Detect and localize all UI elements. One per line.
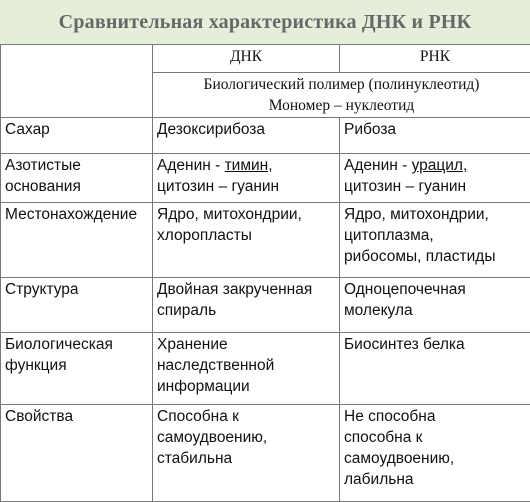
cell-line (344, 155, 526, 176)
cell-line: самоудвоению, (344, 448, 526, 469)
common-line: Биологический полимер (полинуклеотид) (157, 74, 526, 95)
cell-line: наследственной (157, 355, 335, 376)
rna-location-cell (340, 203, 530, 278)
cell-line: цитоплазма, (344, 225, 526, 246)
table-row (1, 333, 530, 405)
row-label-line: Структура (5, 279, 148, 300)
row-label-line: основания (5, 176, 148, 197)
cell-line: информации (157, 376, 335, 397)
cell-line: молекула (344, 300, 526, 321)
dna-bases-cell (153, 154, 340, 203)
row-label-structure (1, 278, 153, 333)
cell-line: цитозин – гуанин (344, 176, 526, 197)
row-label-line: Азотистые (5, 155, 148, 176)
row-label-line: Местонахождение (5, 204, 148, 225)
cell-line: самоудвоению, (157, 427, 335, 448)
table-row (1, 405, 530, 502)
rna-properties-cell (340, 405, 530, 502)
row-label-function (1, 333, 153, 405)
column-header-rna: РНК (340, 45, 530, 73)
row-label-line: Сахар (5, 119, 148, 140)
rna-sugar-cell (340, 118, 530, 154)
rna-function-cell (340, 333, 530, 405)
cell-line: Рибоза (344, 119, 526, 140)
cell-line: лабильна (344, 469, 526, 490)
table-row (1, 203, 530, 278)
column-header-dna: ДНК (153, 45, 340, 73)
table-row (1, 154, 530, 203)
underlined-base: тимин, (225, 157, 273, 174)
rna-bases-cell (340, 154, 530, 203)
cell-line: Ядро, митохондрии, (157, 204, 335, 225)
page-title: Сравнительная характеристика ДНК и РНК (59, 11, 472, 34)
dna-function-cell (153, 333, 340, 405)
table-row (1, 278, 530, 333)
cell-line: Двойная закрученная (157, 279, 335, 300)
comparison-table (0, 44, 530, 502)
cell-line (157, 155, 335, 176)
dna-structure-cell (153, 278, 340, 333)
row-label-sugar (1, 118, 153, 154)
underlined-base: урацил, (412, 157, 468, 174)
cell-line: Одноцепочечная (344, 279, 526, 300)
title-banner (0, 0, 530, 44)
dna-properties-cell (153, 405, 340, 502)
row-label-line: Биологическая (5, 334, 148, 355)
common-properties-cell (153, 73, 530, 118)
cell-line: способна к (344, 427, 526, 448)
cell-line: Биосинтез белка (344, 334, 526, 355)
common-line: Мономер – нуклеотид (157, 95, 526, 116)
row-label-bases (1, 154, 153, 203)
cell-line: цитозин – гуанин (157, 176, 335, 197)
base-pair-text: Аденин - (157, 157, 225, 174)
row-label-properties (1, 405, 153, 502)
header-row (1, 45, 530, 73)
cell-line: Хранение (157, 334, 335, 355)
cell-line: Дезоксирибоза (157, 119, 335, 140)
row-label-line: функция (5, 355, 148, 376)
base-pair-text: Аденин - (344, 157, 412, 174)
row-label-location (1, 203, 153, 278)
corner-cell (1, 45, 153, 118)
cell-line: хлоропласты (157, 225, 335, 246)
rna-structure-cell (340, 278, 530, 333)
dna-sugar-cell (153, 118, 340, 154)
cell-line: рибосомы, пластиды (344, 246, 526, 267)
cell-line: Ядро, митохондрии, (344, 204, 526, 225)
row-label-line: Свойства (5, 406, 148, 427)
cell-line: спираль (157, 300, 335, 321)
cell-line: стабильна (157, 448, 335, 469)
cell-line: Способна к (157, 406, 335, 427)
cell-line: Не способна (344, 406, 526, 427)
dna-location-cell (153, 203, 340, 278)
table-row (1, 118, 530, 154)
